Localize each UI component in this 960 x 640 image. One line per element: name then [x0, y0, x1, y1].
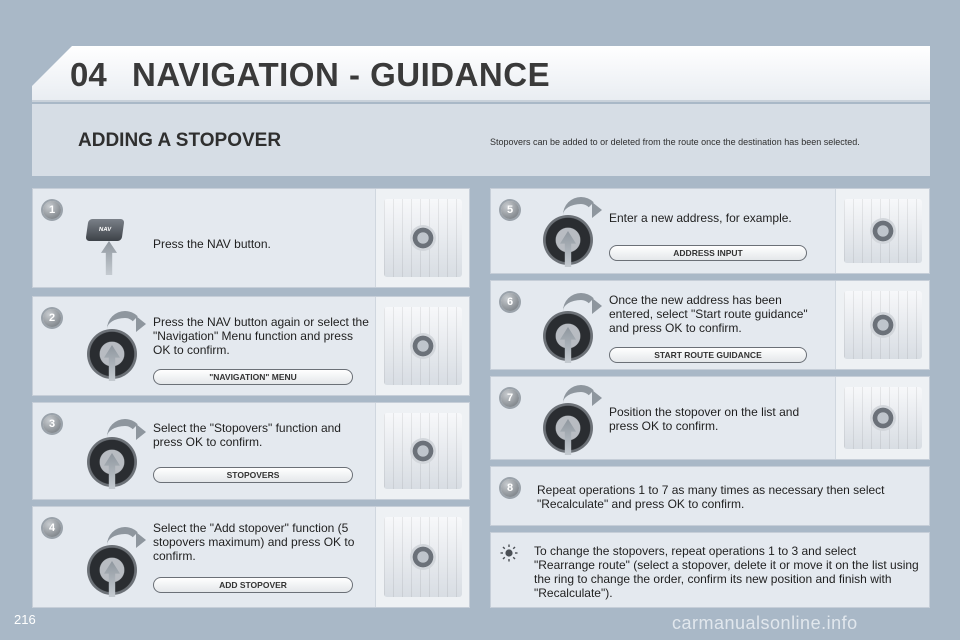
- radio-unit-icon: [384, 517, 462, 597]
- step-number: 4: [43, 519, 61, 537]
- step-number: 8: [501, 479, 519, 497]
- page-number: 216: [14, 612, 36, 627]
- step-number: 7: [501, 389, 519, 407]
- radio-unit-icon: [384, 413, 462, 489]
- radio-knob-icon: [870, 405, 896, 431]
- radio-knob-icon: [410, 333, 436, 359]
- radio-unit-icon: [844, 291, 922, 359]
- lightbulb-icon: [500, 544, 518, 562]
- radio-unit-icon: [384, 307, 462, 385]
- step-number: 5: [501, 201, 519, 219]
- step-text: Press the NAV button again or select the "Navigation" Menu function and press OK to confirm.: [153, 315, 369, 357]
- step-text: Repeat operations 1 to 7 as many times as necessary then select "Recalculate" and press OK to confirm.: [537, 483, 885, 511]
- nav-button-icon: NAV: [85, 219, 124, 241]
- radio-thumbnail: [375, 507, 469, 607]
- menu-pill: STOPOVERS: [153, 467, 353, 483]
- radio-unit-icon: [844, 387, 922, 449]
- press-arrow-icon: [101, 241, 117, 275]
- section-title: ADDING A STOPOVER: [78, 130, 282, 151]
- radio-unit-icon: [844, 199, 922, 263]
- radio-knob-icon: [410, 438, 436, 464]
- rotary-dial-icon: [543, 307, 593, 363]
- step-number: 6: [501, 293, 519, 311]
- rotary-dial-icon: [87, 541, 137, 597]
- step-text: Enter a new address, for example.: [609, 211, 792, 225]
- step-number: 2: [43, 309, 61, 327]
- step-5: [490, 188, 930, 274]
- menu-pill: START ROUTE GUIDANCE: [609, 347, 807, 363]
- step-number: 3: [43, 415, 61, 433]
- radio-knob-icon: [870, 312, 896, 338]
- page-title: NAVIGATION - GUIDANCE: [132, 56, 551, 93]
- step-3: [32, 402, 470, 500]
- step-text: Position the stopover on the list and press OK to confirm.: [609, 405, 800, 433]
- step-text: Press the NAV button.: [153, 237, 271, 251]
- step-6: [490, 280, 930, 370]
- step-4: [32, 506, 470, 608]
- radio-thumbnail: [375, 403, 469, 499]
- section-intro: Stopovers can be added to or deleted from the route once the destination has been selected.: [490, 137, 860, 147]
- step-1: [32, 188, 470, 288]
- step-text: Select the "Stopovers" function and press OK to confirm.: [153, 421, 341, 449]
- menu-pill: ADDRESS INPUT: [609, 245, 807, 261]
- radio-unit-icon: [384, 199, 462, 277]
- rotary-dial-icon: [87, 433, 137, 489]
- step-8: [490, 466, 930, 526]
- rotary-dial-icon: [87, 325, 137, 381]
- step-number: 1: [43, 201, 61, 219]
- radio-knob-icon: [410, 544, 436, 570]
- step-7: [490, 376, 930, 460]
- radio-thumbnail: [835, 189, 929, 273]
- menu-pill: ADD STOPOVER: [153, 577, 353, 593]
- radio-thumbnail: [375, 189, 469, 287]
- radio-thumbnail: [835, 377, 929, 459]
- radio-thumbnail: [835, 281, 929, 369]
- watermark: carmanualsonline.info: [672, 613, 858, 633]
- rotary-dial-icon: [543, 211, 593, 267]
- step-text: Select the "Add stopover" function (5 stopovers maximum) and press OK to confirm.: [153, 521, 355, 563]
- step-2: [32, 296, 470, 396]
- menu-pill: "NAVIGATION" MENU: [153, 369, 353, 385]
- radio-thumbnail: [375, 297, 469, 395]
- rotary-dial-icon: [543, 399, 593, 455]
- radio-knob-icon: [870, 218, 896, 244]
- radio-knob-icon: [410, 225, 436, 251]
- step-text: Once the new address has been entered, select "Start route guidance" and press OK to confirm.: [609, 293, 808, 335]
- chapter-number: 04: [70, 56, 107, 93]
- tip-text: To change the stopovers, repeat operations 1 to 3 and select "Rearrange route" (select a stopover, delete it or move it on the list using the ring to change the order, confirm its new position and finish with "Recalculate").: [534, 544, 919, 600]
